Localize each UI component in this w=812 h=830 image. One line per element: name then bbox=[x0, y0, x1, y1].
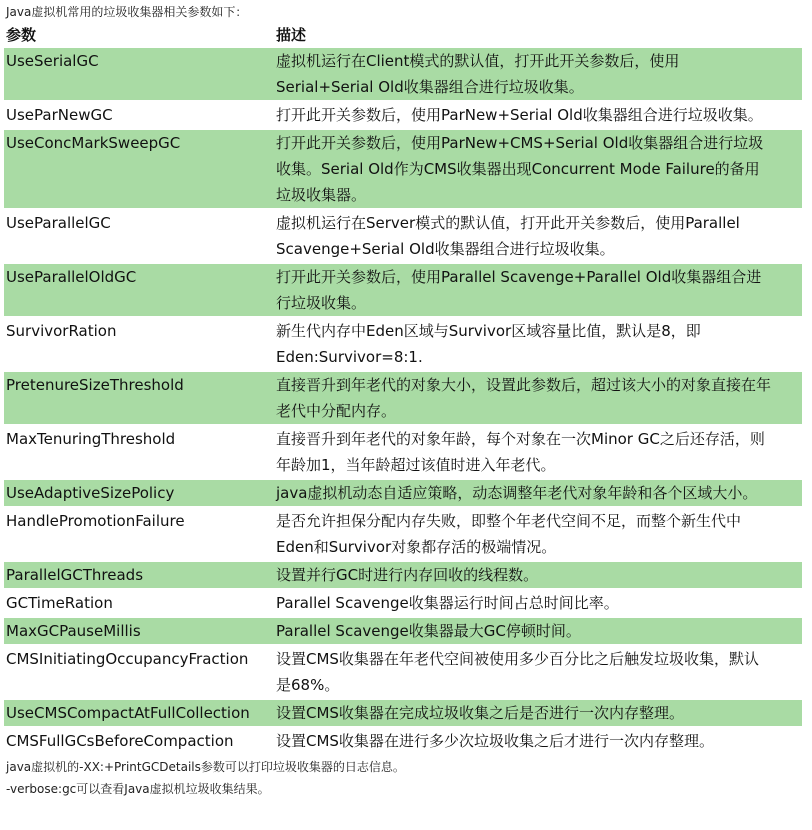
table-row bbox=[4, 130, 802, 208]
param-name: CMSInitiatingOccupancyFraction bbox=[6, 650, 249, 668]
table-row bbox=[4, 508, 802, 560]
param-name: CMSFullGCsBeforeCompaction bbox=[6, 732, 234, 750]
header-desc: 描述 bbox=[276, 26, 307, 44]
param-description: 打开此开关参数后，使用Parallel Scavenge+Parallel Old收集器组合进行垃圾收集。 bbox=[274, 264, 802, 316]
table-row bbox=[4, 590, 802, 616]
param-description: 打开此开关参数后，使用ParNew+CMS+Serial Old收集器组合进行垃圾收集。Serial Old作为CMS收集器出现Concurrent Mode Failure的备用垃圾收集器。 bbox=[274, 130, 802, 208]
table-row bbox=[4, 264, 802, 316]
table-row bbox=[4, 372, 802, 424]
table-row bbox=[4, 210, 802, 262]
footer-note-1: java虚拟机的-XX:+PrintGCDetails参数可以打印垃圾收集器的日志信息。 bbox=[6, 760, 405, 774]
param-description: Parallel Scavenge收集器运行时间占总时间比率。 bbox=[276, 594, 619, 612]
param-name: PretenureSizeThreshold bbox=[4, 372, 274, 424]
param-description: Parallel Scavenge收集器最大GC停顿时间。 bbox=[274, 618, 802, 644]
param-description: 设置CMS收集器在进行多少次垃圾收集之后才进行一次内存整理。 bbox=[276, 732, 714, 750]
param-name: SurvivorRation bbox=[6, 322, 117, 340]
table-row bbox=[4, 318, 802, 370]
header-param: 参数 bbox=[6, 26, 37, 44]
table-row bbox=[4, 700, 802, 726]
gc-params-table bbox=[4, 22, 802, 756]
footer-note-2: -verbose:gc可以查看Java虚拟机垃圾收集结果。 bbox=[6, 782, 270, 796]
param-name: HandlePromotionFailure bbox=[6, 512, 185, 530]
param-name: UseSerialGC bbox=[4, 48, 274, 100]
param-name: UseParNewGC bbox=[6, 106, 113, 124]
param-description: 直接晋升到年老代的对象年龄，每个对象在一次Minor GC之后还存活，则年龄加1，当年龄超过该值时进入年老代。 bbox=[276, 430, 765, 474]
param-name: GCTimeRation bbox=[6, 594, 113, 612]
param-description: 虚拟机运行在Server模式的默认值，打开此开关参数后，使用Parallel Scavenge+Serial Old收集器组合进行垃圾收集。 bbox=[276, 214, 740, 258]
param-description: 新生代内存中Eden区域与Survivor区域容量比值，默认是8，即Eden:Survivor=8:1. bbox=[276, 322, 701, 366]
param-name: ParallelGCThreads bbox=[4, 562, 274, 588]
param-name: UseParallelOldGC bbox=[4, 264, 274, 316]
table-row bbox=[4, 728, 802, 754]
param-description: 虚拟机运行在Client模式的默认值，打开此开关参数后，使用Serial+Serial Old收集器组合进行垃圾收集。 bbox=[274, 48, 802, 100]
table-row bbox=[4, 562, 802, 588]
table-row bbox=[4, 102, 802, 128]
param-name: UseAdaptiveSizePolicy bbox=[4, 480, 274, 506]
table-row bbox=[4, 618, 802, 644]
table-header-row bbox=[4, 24, 802, 46]
table-row bbox=[4, 646, 802, 698]
param-name: MaxGCPauseMillis bbox=[4, 618, 274, 644]
table-row bbox=[4, 426, 802, 478]
param-description: 设置CMS收集器在年老代空间被使用多少百分比之后触发垃圾收集，默认是68%。 bbox=[276, 650, 759, 694]
param-description: java虚拟机动态自适应策略，动态调整年老代对象年龄和各个区域大小。 bbox=[274, 480, 802, 506]
param-name: UseParallelGC bbox=[6, 214, 111, 232]
param-description: 是否允许担保分配内存失败，即整个年老代空间不足，而整个新生代中Eden和Survivor对象都存活的极端情况。 bbox=[276, 512, 742, 556]
table-body bbox=[4, 48, 802, 754]
intro-text: Java虚拟机常用的垃圾收集器相关参数如下： bbox=[6, 5, 248, 19]
param-name: UseCMSCompactAtFullCollection bbox=[4, 700, 274, 726]
param-description: 设置CMS收集器在完成垃圾收集之后是否进行一次内存整理。 bbox=[274, 700, 802, 726]
param-name: MaxTenuringThreshold bbox=[6, 430, 176, 448]
param-description: 设置并行GC时进行内存回收的线程数。 bbox=[274, 562, 802, 588]
param-description: 打开此开关参数后，使用ParNew+Serial Old收集器组合进行垃圾收集。 bbox=[276, 106, 763, 124]
param-description: 直接晋升到年老代的对象大小，设置此参数后，超过该大小的对象直接在年老代中分配内存。 bbox=[274, 372, 802, 424]
table-row bbox=[4, 48, 802, 100]
param-name: UseConcMarkSweepGC bbox=[4, 130, 274, 208]
table-row bbox=[4, 480, 802, 506]
